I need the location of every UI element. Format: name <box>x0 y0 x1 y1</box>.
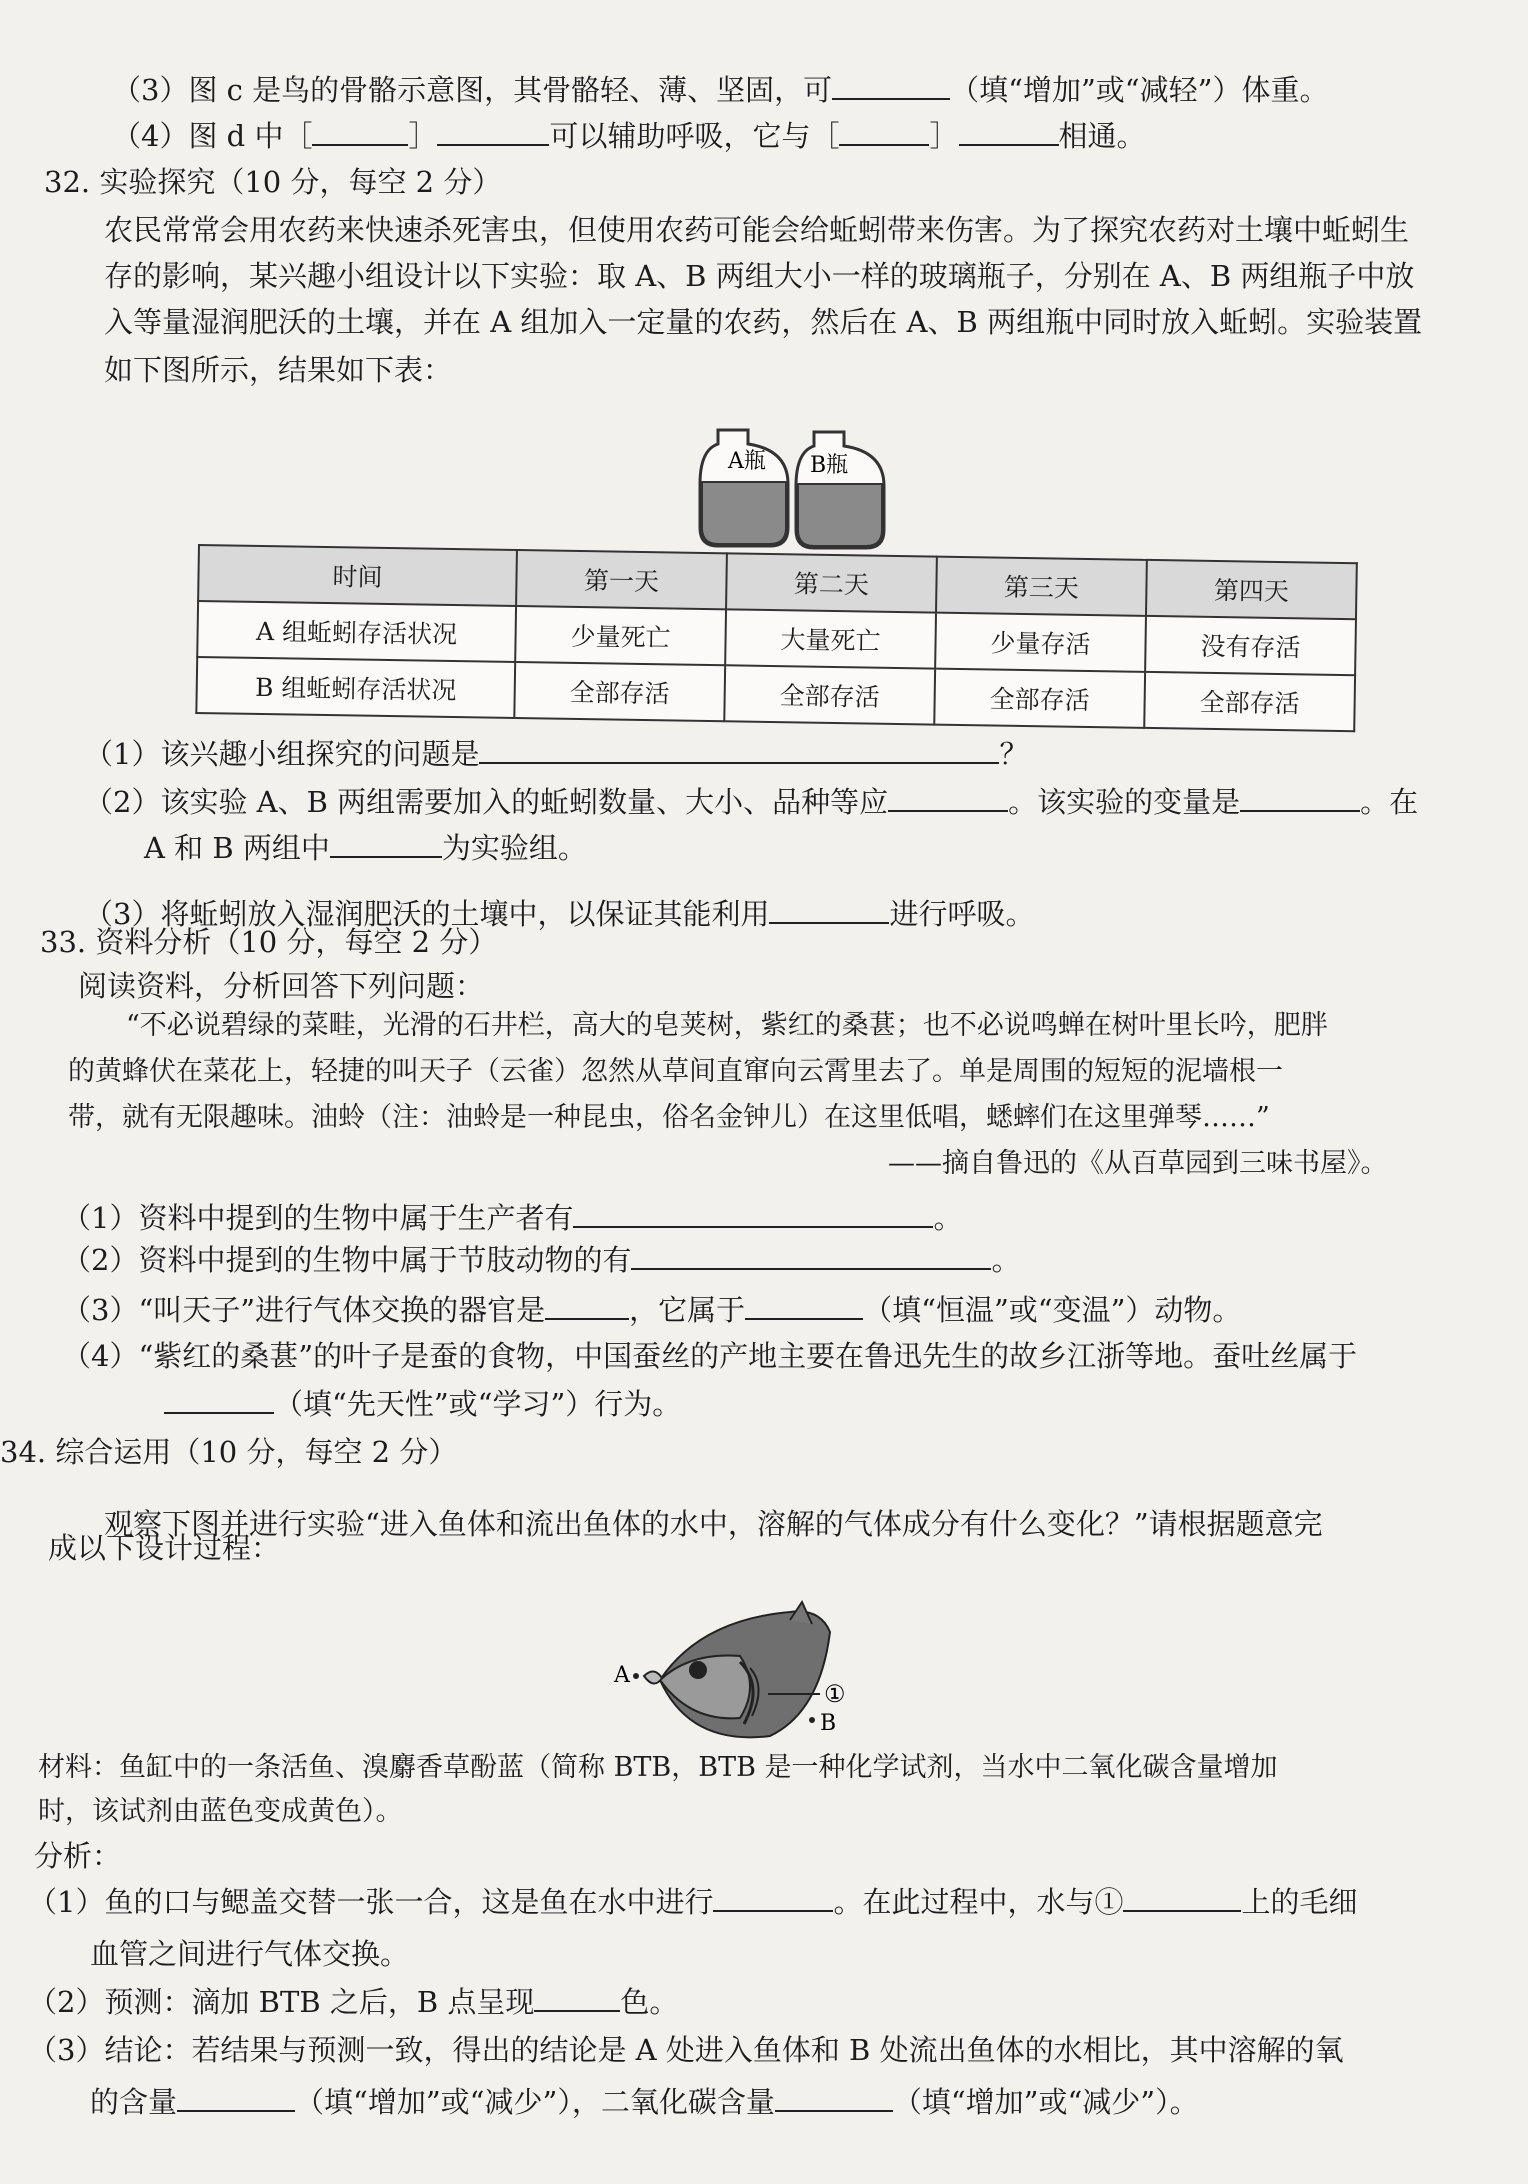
q33-sub3-mid: ，它属于 <box>629 1293 746 1327</box>
q34-sub3-text: （3）结论：若结果与预测一致，得出的结论是 A 处进入鱼体和 B 处流出鱼体的水相比，其中溶解的氧 <box>28 2033 1344 2067</box>
answer-blank[interactable] <box>745 1290 863 1320</box>
q32-para-line: 存的影响，某兴趣小组设计以下实验：取 A、B 两组大小一样的玻璃瓶子，分别在 A、B 两组瓶子中放 <box>104 259 1415 293</box>
table-header-cell: 第一天 <box>516 550 727 609</box>
table-cell: 全部存活 <box>934 669 1145 728</box>
question-header: 综合运用（10 分，每空 2 分） <box>55 1435 458 1469</box>
q33-quote-line: “不必说碧绿的菜畦，光滑的石井栏，高大的皂荚树，紫红的桑葚；也不必说鸣蝉在树叶里长吟，肥胖 <box>126 1010 1328 1041</box>
answer-blank[interactable] <box>437 116 549 146</box>
table-cell: B 组蚯蚓存活状况 <box>196 657 515 718</box>
q32-sub3-text: （3）将蚯蚓放入湿润肥沃的土壤中，以保证其能利用 <box>84 897 770 931</box>
q31-item3 <box>112 70 1328 110</box>
q34-sub1-line2: 血管之间进行气体交换。 <box>90 1937 410 1971</box>
q33-sub2-text: （2）资料中提到的生物中属于节肢动物的有 <box>62 1243 632 1277</box>
table-cell: 大量死亡 <box>725 609 936 668</box>
q33-intro: 阅读资料，分析回答下列问题： <box>78 969 485 1003</box>
answer-blank[interactable] <box>832 70 950 100</box>
table-cell: 少量存活 <box>935 613 1146 672</box>
q34-header <box>0 1432 457 1472</box>
q32-sub2-line2-tail: 为实验组。 <box>441 831 587 865</box>
q34-material-line: 时，该试剂由蓝色变成黄色）。 <box>38 1796 403 1827</box>
q34-intro-line: 成以下设计过程： <box>48 1531 281 1565</box>
answer-blank[interactable] <box>534 1982 620 2012</box>
table-cell: 全部存活 <box>514 662 725 721</box>
q32-sub2-mid: 。该实验的变量是 <box>1008 785 1241 819</box>
fish-label-b: B <box>820 1711 837 1736</box>
q31-item4 <box>112 116 1146 156</box>
fish-label-a: A <box>614 1663 630 1688</box>
q34-material-line: 材料：鱼缸中的一条活鱼、溴麝香草酚蓝（简称 BTB，BTB 是一种化学试剂，当水中二氧化碳含量增加 <box>38 1752 1278 1783</box>
q34-sub2 <box>28 1982 678 2022</box>
q34-sub1-tail: 上的毛细 <box>1241 1885 1358 1919</box>
q32-sub2-line2 <box>144 828 587 868</box>
q32-sub1-tail: ？ <box>999 737 1029 771</box>
q32-sub2-tail: 。在 <box>1360 785 1419 819</box>
q33-sub4-line2 <box>164 1384 681 1424</box>
q33-header <box>40 922 497 962</box>
question-header: 实验探究（10 分，每空 2 分） <box>99 165 502 199</box>
q31-item3-tail: （填“增加”或“减轻”）体重。 <box>950 73 1329 107</box>
bottle-a-icon <box>700 430 788 546</box>
q33-sub1-tail: 。 <box>933 1201 963 1235</box>
q33-sub4 <box>62 1336 1357 1376</box>
q32-sub2-line2-text: A 和 B 两组中 <box>144 831 330 865</box>
answer-blank[interactable] <box>775 2082 893 2112</box>
q32-sub1-text: （1）该兴趣小组探究的问题是 <box>84 737 480 771</box>
answer-blank[interactable] <box>164 1384 274 1414</box>
answer-blank[interactable] <box>959 116 1059 146</box>
q32-para-line: 农民常常会用农药来快速杀死害虫，但使用农药可能会给蚯蚓带来伤害。为了探究农药对土壤中蚯蚓生 <box>104 213 1410 247</box>
q33-sub1-text: （1）资料中提到的生物中属于生产者有 <box>62 1201 574 1235</box>
q34-analysis-label: 分析： <box>34 1839 122 1873</box>
q31-item4-b: ］ <box>408 119 438 153</box>
question-number: 34. <box>0 1435 47 1469</box>
q31-item4-c: 可以辅助呼吸，它与［ <box>549 119 840 153</box>
question-number: 32. <box>44 165 91 199</box>
table-cell: 少量死亡 <box>515 606 726 665</box>
q34-intro-line: 观察下图并进行实验“进入鱼体和流出鱼体的水中，溶解的气体成分有什么变化？”请根据题意完 <box>104 1507 1323 1541</box>
table-cell: 全部存活 <box>1144 672 1355 731</box>
q34-sub3 <box>28 2030 1344 2070</box>
q32-sub2 <box>84 782 1418 822</box>
q34-sub2-text: （2）预测：滴加 BTB 之后，B 点呈现 <box>28 1985 535 2019</box>
table-header-cell: 时间 <box>198 545 517 606</box>
q34-sub3-line2-text: 的含量 <box>90 2085 178 2119</box>
fish-figure <box>600 1590 860 1770</box>
answer-blank[interactable] <box>177 2082 295 2112</box>
answer-blank[interactable] <box>769 894 889 924</box>
question-number: 33. <box>40 925 87 959</box>
q33-sub4-line2-text: （填“先天性”或“学习”）行为。 <box>274 1387 682 1421</box>
q31-item4-a: （4）图 d 中［ <box>112 119 313 153</box>
bottles-figure <box>690 420 890 550</box>
table-header-cell: 第二天 <box>726 553 937 612</box>
point-a-icon <box>633 1673 639 1679</box>
bottle-b-icon <box>796 432 884 548</box>
q33-sub2-tail: 。 <box>991 1243 1021 1277</box>
answer-blank[interactable] <box>1240 782 1360 812</box>
q32-para-line: 如下图所示，结果如下表： <box>104 353 453 387</box>
q34-sub3-line2 <box>90 2082 1199 2122</box>
answer-blank[interactable] <box>839 116 929 146</box>
answer-blank[interactable] <box>545 1290 629 1320</box>
answer-blank[interactable] <box>312 116 408 146</box>
table-header-cell: 第四天 <box>1146 560 1357 619</box>
table-cell: A 组蚯蚓存活状况 <box>197 601 516 662</box>
q33-source: ——摘自鲁迅的《从百草园到三味书屋》。 <box>888 1148 1388 1179</box>
question-header: 资料分析（10 分，每空 2 分） <box>95 925 498 959</box>
q33-quote-line: 的黄蜂伏在菜花上，轻捷的叫天子（云雀）忽然从草间直窜向云霄里去了。单是周围的短短的泥墙根一 <box>68 1056 1283 1087</box>
answer-blank[interactable] <box>1123 1882 1241 1912</box>
bottle-a-label: A瓶 <box>728 449 766 474</box>
fish-icon <box>644 1602 830 1737</box>
q34-sub3-line2-mid: （填“增加”或“减少”），二氧化碳含量 <box>295 2085 775 2119</box>
answer-blank[interactable] <box>888 782 1008 812</box>
answer-blank[interactable] <box>713 1882 833 1912</box>
q32-header <box>44 162 501 202</box>
answer-blank[interactable] <box>330 828 442 858</box>
q31-item4-d: ］ <box>929 119 959 153</box>
table-cell: 全部存活 <box>724 665 935 724</box>
fish-label-1: ① <box>824 1680 846 1708</box>
q32-sub1 <box>84 734 1028 774</box>
q33-sub4-text: （4）“紫红的桑葚”的叶子是蚕的食物，中国蚕丝的产地主要在鲁迅先生的故乡江浙等地。蚕吐丝属于 <box>62 1339 1358 1373</box>
q33-sub3-tail: （填“恒温”或“变温”）动物。 <box>863 1293 1242 1327</box>
q33-sub3-text: （3）“叫天子”进行气体交换的器官是 <box>62 1293 546 1327</box>
answer-blank[interactable] <box>573 1198 933 1228</box>
results-table <box>195 544 1358 732</box>
table-cell: 没有存活 <box>1145 616 1356 675</box>
q34-sub2-tail: 色。 <box>620 1985 679 2019</box>
q31-item4-e: 相通。 <box>1058 119 1146 153</box>
q33-quote-line: 带，就有无限趣味。油蛉（注：油蛉是一种昆虫，俗名金钟儿）在这里低唱，蟋蟀们在这里弹琴……” <box>68 1102 1270 1133</box>
q33-sub2 <box>62 1240 1020 1280</box>
q34-sub1-text: （1）鱼的口与鳃盖交替一张一合，这是鱼在水中进行 <box>28 1885 714 1919</box>
q32-sub3-tail: 进行呼吸。 <box>889 897 1035 931</box>
q31-item3-text: （3）图 c 是鸟的骨骼示意图，其骨骼轻、薄、坚固，可 <box>112 73 833 107</box>
answer-blank[interactable] <box>479 734 999 764</box>
q32-sub2-text: （2）该实验 A、B 两组需要加入的蚯蚓数量、大小、品种等应 <box>84 785 889 819</box>
table-header-cell: 第三天 <box>936 557 1147 616</box>
answer-blank[interactable] <box>631 1240 991 1270</box>
q34-sub3-line2-tail: （填“增加”或“减少”）。 <box>892 2085 1199 2119</box>
q33-sub3 <box>62 1290 1241 1330</box>
q34-sub1-mid: 。在此过程中，水与① <box>833 1885 1124 1919</box>
bottle-b-label: B瓶 <box>810 453 849 478</box>
q33-sub1 <box>62 1198 962 1238</box>
q32-para-line: 入等量湿润肥沃的土壤，并在 A 组加入一定量的农药，然后在 A、B 两组瓶中同时放入蚯蚓。实验装置 <box>104 305 1423 339</box>
q34-sub1 <box>28 1882 1357 1922</box>
point-b-icon <box>809 1717 815 1723</box>
